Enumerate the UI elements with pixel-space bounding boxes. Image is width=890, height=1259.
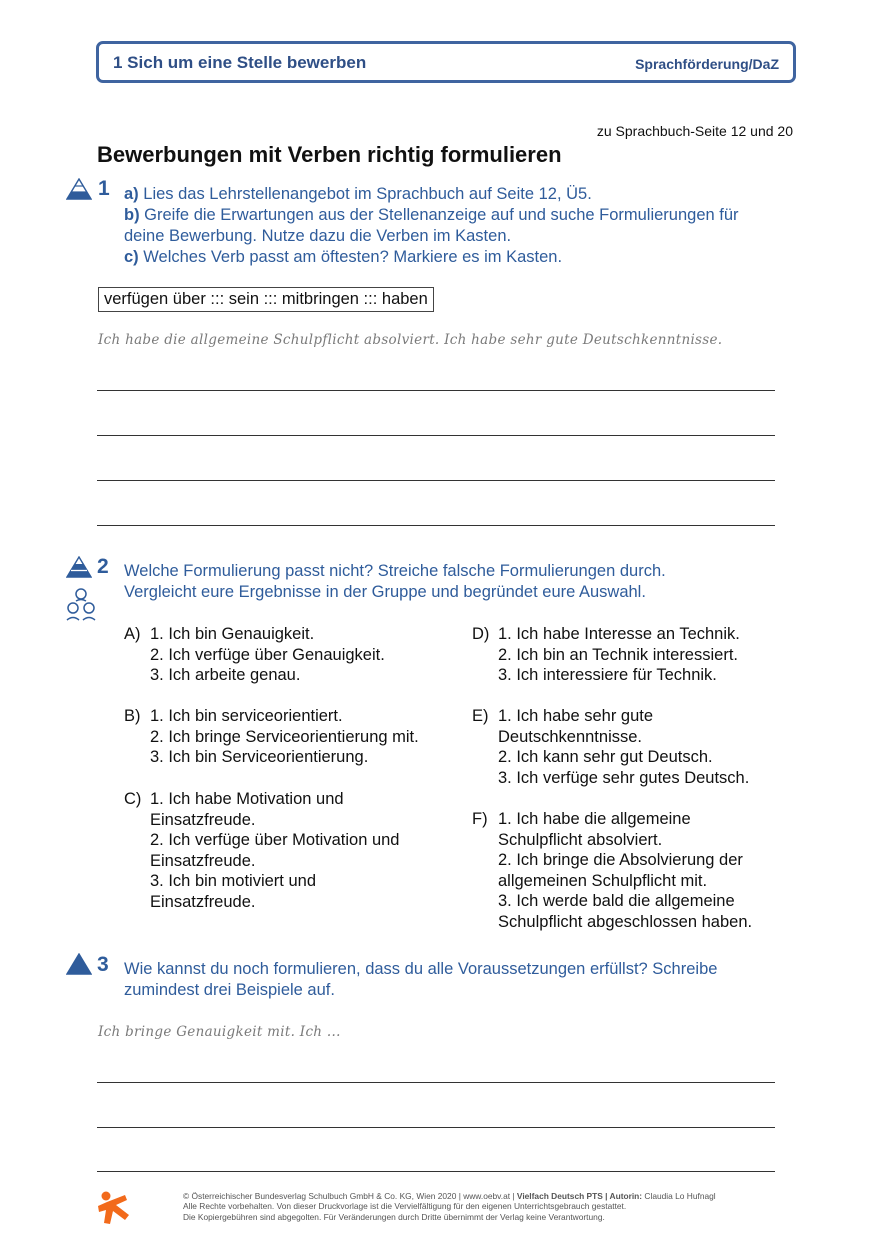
option-f-line[interactable]: allgemeinen Schulpflicht mit. (498, 871, 708, 890)
page-title: Bewerbungen mit Verben richtig formulieren (97, 142, 562, 167)
option-f-line[interactable]: 3. Ich werde bald die allgemeine (498, 892, 735, 911)
option-c-line[interactable]: Einsatzfreude. (150, 892, 256, 911)
footer-line-2: Alle Rechte vorbehalten. Von dieser Druckvorlage ist die Vervielfältigung für den eigenen Unterrichtsgebrauch gestattet. (183, 1201, 627, 1212)
writing-line[interactable] (97, 390, 775, 391)
verb-word-box[interactable]: verfügen über ::: sein ::: mitbringen ::: haben (98, 287, 434, 312)
task-1-c-label: c) (124, 248, 139, 266)
subject-label: Sprachförderung/DaZ (635, 56, 779, 72)
task-1-a-text: Lies das Lehrstellenangebot im Sprachbuch auf Seite 12, Ü5. (143, 185, 592, 203)
option-f-line[interactable]: Schulpflicht abgeschlossen haben. (498, 912, 753, 931)
option-f-line[interactable]: 1. Ich habe die allgemeine (498, 810, 691, 828)
option-d-line[interactable]: 2. Ich bin an Technik interessiert. (498, 645, 738, 664)
option-e-line[interactable]: Deutschkenntnisse. (498, 727, 642, 746)
footer-line-1b: Vielfach Deutsch PTS | Autorin: (516, 1191, 643, 1201)
option-b-line[interactable]: 1. Ich bin serviceorientiert. (150, 707, 343, 725)
task-1-c (124, 247, 562, 268)
task-2-number: 2 (97, 555, 109, 578)
task-3-instruction-2: zumindest drei Beispiele auf. (124, 981, 335, 999)
task-3-instruction-1: Wie kannst du noch formulieren, dass du alle Voraussetzungen erfüllst? Schreibe (124, 960, 718, 978)
writing-line[interactable] (97, 1171, 775, 1172)
footer-line-3: Die Kopiergebühren sind abgegolten. Für Veränderungen durch Dritte übernimmt der Verlag keine Verantwortung. (183, 1211, 605, 1222)
option-a-line[interactable]: 3. Ich arbeite genau. (150, 666, 301, 685)
task-1-b-text-2: deine Bewerbung. Nutze dazu die Verben im Kasten. (124, 227, 512, 245)
option-f-line[interactable]: Schulpflicht absolviert. (498, 830, 663, 849)
footer-line-1a: © Österreichischer Bundesverlag Schulbuch GmbH & Co. KG, Wien 2020 | www.oebv.at | (183, 1191, 517, 1201)
writing-line[interactable] (97, 525, 775, 526)
option-b-line[interactable]: 3. Ich bin Serviceorientierung. (150, 748, 369, 767)
option-f-label: F) (472, 810, 488, 828)
task-1-number: 1 (98, 177, 110, 200)
option-a-line[interactable]: 1. Ich bin Genauigkeit. (150, 625, 315, 643)
option-e-line[interactable]: 2. Ich kann sehr gut Deutsch. (498, 748, 713, 767)
option-c-line[interactable]: 2. Ich verfüge über Motivation und (150, 831, 400, 850)
task-3-example-sentence: Ich bringe Genauigkeit mit. Ich ... (98, 1024, 341, 1040)
task-1-example-sentence: Ich habe die allgemeine Schulpflicht absolviert. Ich habe sehr gute Deutschkenntnisse. (98, 332, 723, 348)
task-1-a-label: a) (124, 185, 139, 203)
textbook-reference: zu Sprachbuch-Seite 12 und 20 (596, 123, 793, 139)
option-b-label: B) (124, 707, 141, 725)
chapter-title: 1 Sich um eine Stelle bewerben (113, 53, 367, 72)
writing-line[interactable] (97, 435, 775, 436)
difficulty-1-icon (66, 178, 92, 200)
task-1-a (124, 184, 592, 205)
option-e-line[interactable]: 1. Ich habe sehr gute (498, 707, 654, 725)
option-a-line[interactable]: 2. Ich verfüge über Genauigkeit. (150, 645, 385, 664)
option-b-line[interactable]: 2. Ich bringe Serviceorientierung mit. (150, 727, 419, 746)
writing-line[interactable] (97, 480, 775, 481)
task-1-b-text: Greife die Erwartungen aus der Stellenanzeige auf und suche Formulierungen für (144, 206, 739, 224)
option-d-line[interactable]: 3. Ich interessiere für Technik. (498, 666, 717, 685)
task-2-instruction-2: Vergleicht eure Ergebnisse in der Gruppe und begründet eure Auswahl. (124, 583, 646, 601)
publisher-logo-icon (96, 1190, 132, 1226)
difficulty-3-icon (66, 953, 92, 975)
option-e-label: E) (472, 707, 489, 725)
header-box (96, 41, 796, 83)
writing-line[interactable] (97, 1082, 775, 1083)
option-e-line[interactable]: 3. Ich verfüge sehr gutes Deutsch. (498, 768, 750, 787)
option-d-label: D) (472, 625, 490, 643)
task-1-b (124, 205, 739, 226)
footer-copyright (183, 1191, 716, 1222)
task-1-b-label: b) (124, 206, 140, 224)
option-c-label: C) (124, 790, 142, 808)
option-c-line[interactable]: Einsatzfreude. (150, 851, 256, 870)
footer-line-1c: Claudia Lo Hufnagl (642, 1191, 716, 1201)
difficulty-2-icon (66, 556, 92, 578)
option-c-line[interactable]: Einsatzfreude. (150, 810, 256, 829)
task-2-instruction-1: Welche Formulierung passt nicht? Streiche falsche Formulierungen durch. (124, 562, 666, 580)
option-c-line[interactable]: 3. Ich bin motiviert und (150, 872, 316, 891)
option-c-line[interactable]: 1. Ich habe Motivation und (150, 790, 344, 808)
writing-line[interactable] (97, 1127, 775, 1128)
option-d-line[interactable]: 1. Ich habe Interesse an Technik. (498, 625, 740, 643)
group-work-icon (65, 588, 97, 624)
option-a-label: A) (124, 625, 141, 643)
task-1-c-text: Welches Verb passt am öftesten? Markiere es im Kasten. (143, 248, 563, 266)
task-3-number: 3 (97, 953, 109, 976)
option-f-line[interactable]: 2. Ich bringe die Absolvierung der (498, 851, 743, 870)
